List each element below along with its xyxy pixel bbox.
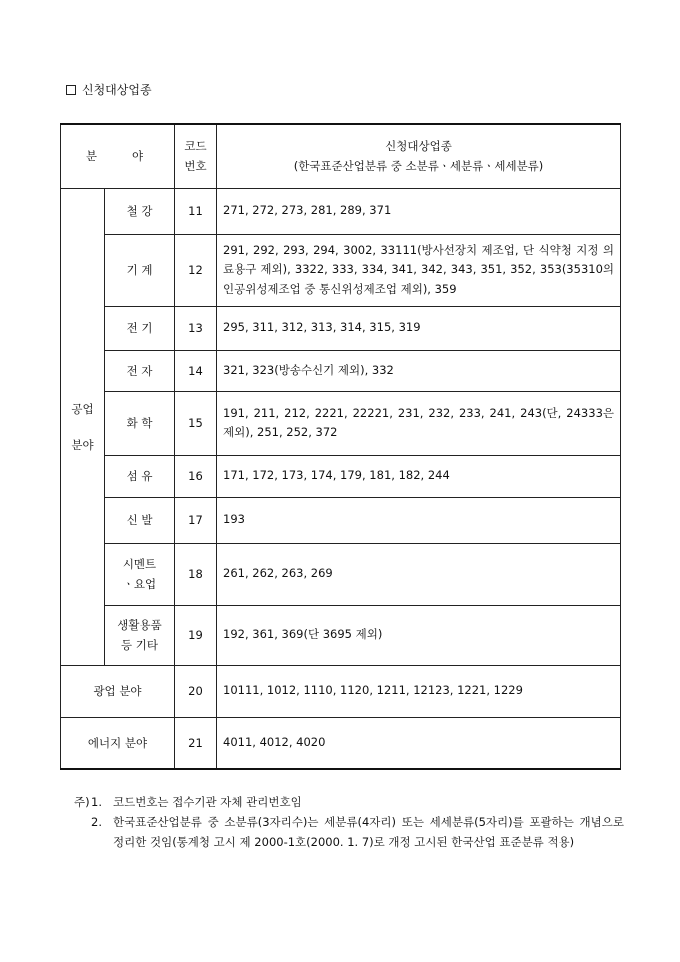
energy-code: 21 xyxy=(175,717,217,769)
mining-name: 광업 분야 xyxy=(61,665,175,717)
row-name: 화 학 xyxy=(105,391,175,455)
checkbox-icon xyxy=(66,85,76,95)
header-industry-subtitle: (한국표준산업분류 중 소분류ㆍ세분류ㆍ세세분류) xyxy=(293,159,544,174)
table-row xyxy=(61,350,621,391)
row-name: 시멘트 ㆍ요업 xyxy=(105,543,175,605)
row-name: 생활용품 등 기타 xyxy=(105,605,175,665)
section-heading xyxy=(66,81,152,98)
row-code: 13 xyxy=(175,306,217,350)
footnotes xyxy=(74,792,624,852)
row-codes: 191, 211, 212, 2221, 22221, 231, 232, 233, 241, 243(단, 24333은 제외), 251, 252, 372 xyxy=(217,391,621,455)
row-name: 신 발 xyxy=(105,497,175,543)
table-row xyxy=(61,455,621,497)
row-name: 철 강 xyxy=(105,188,175,234)
row-codes: 171, 172, 173, 174, 179, 181, 182, 244 xyxy=(217,455,621,497)
table-row xyxy=(61,234,621,306)
row-codes: 295, 311, 312, 313, 314, 315, 319 xyxy=(217,306,621,350)
header-field: 분 야 xyxy=(61,124,175,188)
table-header-row xyxy=(61,124,621,188)
group-label-industry: 공업 분야 xyxy=(61,188,105,665)
footnote-text: 한국표준산업분류 중 소분류(3자리수)는 세분류(4자리) 또는 세세분류(5자리)를 포괄하는 개념으로 정리한 것임(통계청 고시 제 2000-1호(2000. 1. 7)로 개정 고시된 한국산업 표준분류 적용) xyxy=(113,815,624,849)
energy-codes: 4011, 4012, 4020 xyxy=(217,717,621,769)
row-code: 15 xyxy=(175,391,217,455)
table-row xyxy=(61,543,621,605)
footnote-text: 코드번호는 접수기관 자체 관리번호임 xyxy=(113,795,302,809)
row-name: 섬 유 xyxy=(105,455,175,497)
mining-code: 20 xyxy=(175,665,217,717)
mining-codes: 10111, 1012, 1110, 1120, 1211, 12123, 1221, 1229 xyxy=(217,665,621,717)
footnote-number: 2. xyxy=(91,815,102,829)
footnote-number: 1. xyxy=(91,795,102,809)
header-industry-title: 신청대상업종 xyxy=(385,139,452,154)
row-codes: 192, 361, 369(단 3695 제외) xyxy=(217,605,621,665)
row-codes: 291, 292, 293, 294, 3002, 33111(방사선장치 제조업, 단 식약청 지정 의료용구 제외), 3322, 333, 334, 341, 342, 343, 351, 352, 353(35310의 인공위성제조업 중 통신위성제조업 제외), 359 xyxy=(217,234,621,306)
header-code: 코드 번호 xyxy=(175,124,217,188)
table-row-energy xyxy=(61,717,621,769)
row-name: 전 기 xyxy=(105,306,175,350)
row-codes: 261, 262, 263, 269 xyxy=(217,543,621,605)
row-code: 17 xyxy=(175,497,217,543)
row-codes: 271, 272, 273, 281, 289, 371 xyxy=(217,188,621,234)
row-name: 전 자 xyxy=(105,350,175,391)
row-codes: 193 xyxy=(217,497,621,543)
row-codes: 321, 323(방송수신기 제외), 332 xyxy=(217,350,621,391)
footnote-1 xyxy=(74,792,624,812)
table-row-mining xyxy=(61,665,621,717)
table-row xyxy=(61,306,621,350)
footnote-2 xyxy=(74,812,624,852)
table-row xyxy=(61,391,621,455)
row-code: 16 xyxy=(175,455,217,497)
row-code: 12 xyxy=(175,234,217,306)
table-row xyxy=(61,605,621,665)
header-industry xyxy=(217,124,621,188)
row-code: 11 xyxy=(175,188,217,234)
section-title: 신청대상업종 xyxy=(82,83,152,97)
row-code: 19 xyxy=(175,605,217,665)
table-row xyxy=(61,497,621,543)
industry-table xyxy=(60,123,621,770)
footnote-prefix: 주) xyxy=(74,795,90,809)
row-name: 기 계 xyxy=(105,234,175,306)
row-code: 18 xyxy=(175,543,217,605)
table-row xyxy=(61,188,621,234)
energy-name: 에너지 분야 xyxy=(61,717,175,769)
row-code: 14 xyxy=(175,350,217,391)
